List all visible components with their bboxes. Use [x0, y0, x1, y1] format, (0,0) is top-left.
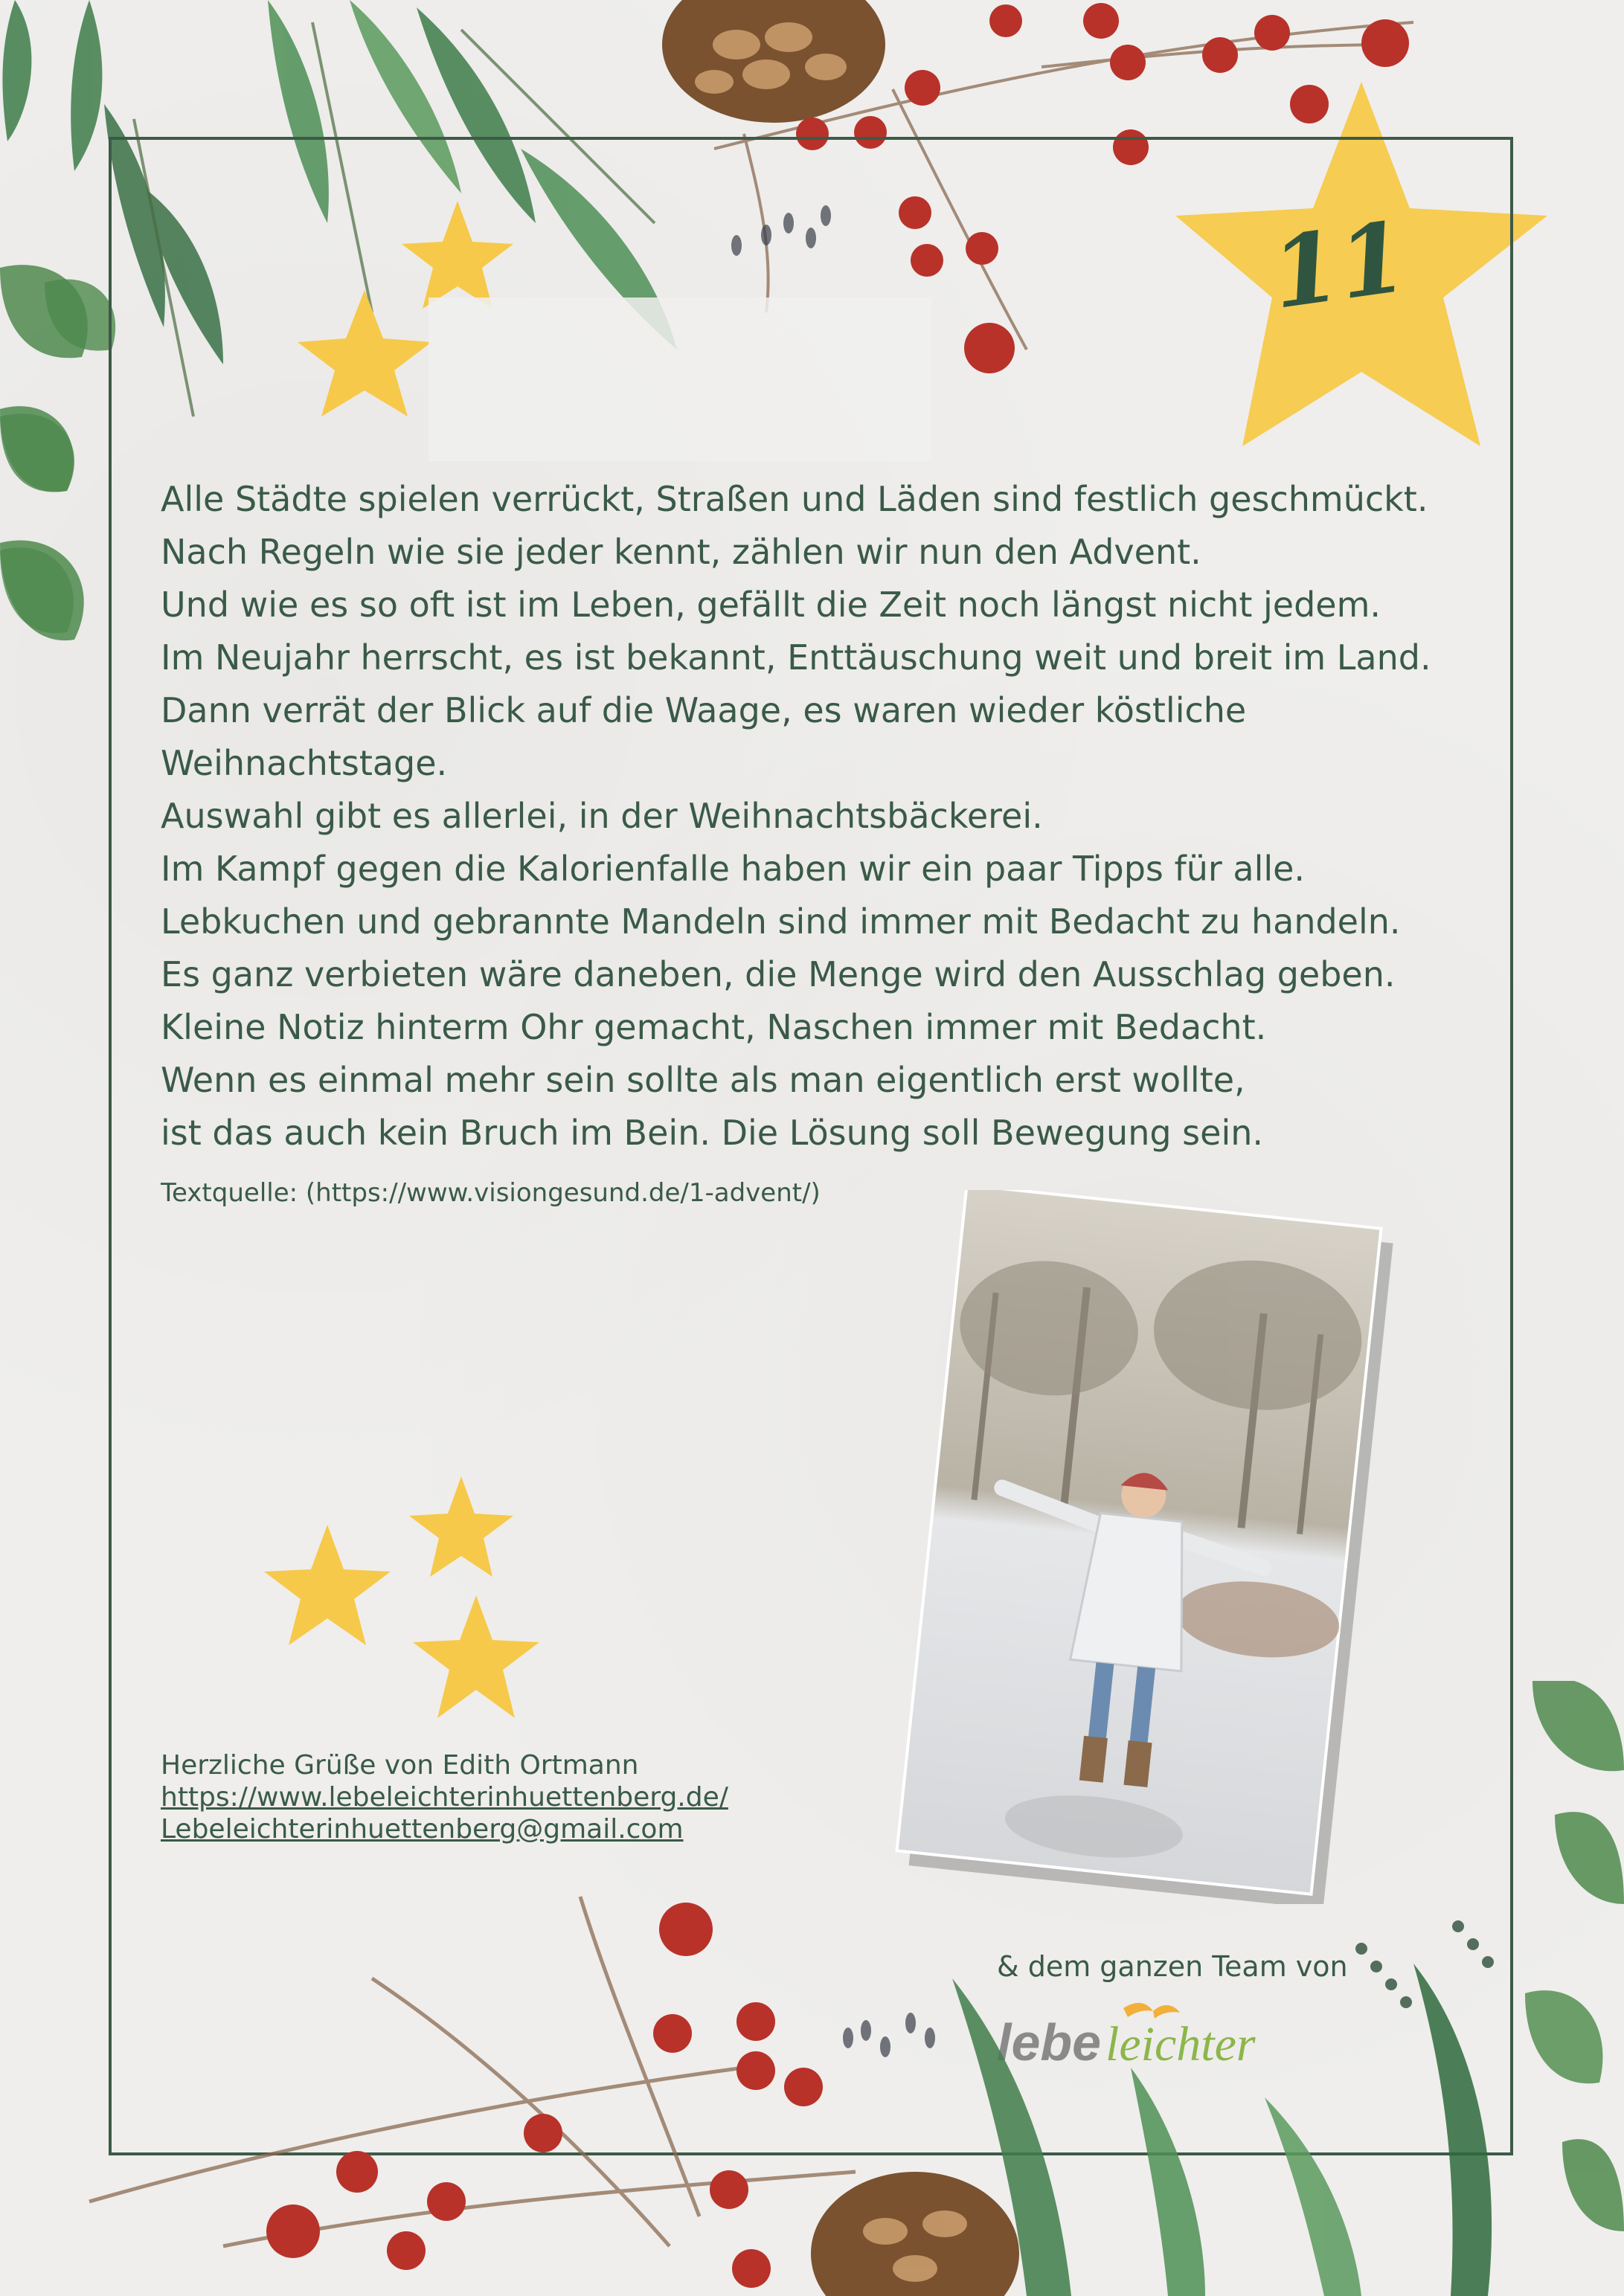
- day-number: 11: [1264, 199, 1414, 331]
- text-source: Textquelle: (https://www.visiongesund.de/1-advent/): [161, 1178, 821, 1208]
- poem-line: Lebkuchen und gebrannte Mandeln sind immer mit Bedacht zu handeln.: [161, 901, 1401, 942]
- poem-line: Dann verrät der Blick auf die Waage, es waren wieder köstliche: [161, 690, 1247, 730]
- poem-line: Alle Städte spielen verrückt, Straßen und Läden sind festlich geschmückt.: [161, 479, 1428, 519]
- logo-part-lebe: lebe: [997, 2013, 1102, 2071]
- website-link[interactable]: https://www.lebeleichterinhuettenberg.de/: [161, 1782, 728, 1813]
- poem-line: Und wie es so oft ist im Leben, gefällt die Zeit noch längst nicht jedem.: [161, 585, 1381, 625]
- left-leaves: [0, 208, 112, 684]
- poem-text: [161, 473, 1485, 1160]
- poem-line: ist das auch kein Bruch im Bein. Die Lösung soll Bewegung sein.: [161, 1113, 1263, 1153]
- email-link[interactable]: Lebeleichterinhuettenberg@gmail.com: [161, 1814, 684, 1845]
- team-line: & dem ganzen Team von: [997, 1950, 1348, 1983]
- poem-line: Im Neujahr herrscht, es ist bekannt, Enttäuschung weit und breit im Land.: [161, 637, 1431, 678]
- poem-line: Es ganz verbieten wäre daneben, die Menge wird den Ausschlag geben.: [161, 954, 1396, 994]
- logo-part-leichter: leichter: [1105, 2017, 1256, 2071]
- poem-line: Nach Regeln wie sie jeder kennt, zählen wir nun den Advent.: [161, 532, 1201, 572]
- poem-line: Auswahl gibt es allerlei, in der Weihnachtsbäckerei.: [161, 796, 1043, 836]
- bottom-foliage: [0, 1681, 1624, 2296]
- poem-line: Kleine Notiz hinterm Ohr gemacht, Naschen immer mit Bedacht.: [161, 1007, 1267, 1047]
- poem-line: Wenn es einmal mehr sein sollte als man eigentlich erst wollte,: [161, 1060, 1245, 1100]
- poem-line: Weihnachtstage.: [161, 743, 448, 783]
- greeting-line: Herzliche Grüße von Edith Ortmann: [161, 1750, 639, 1781]
- poem-line: Im Kampf gegen die Kalorienfalle haben wir ein paar Tipps für alle.: [161, 849, 1306, 889]
